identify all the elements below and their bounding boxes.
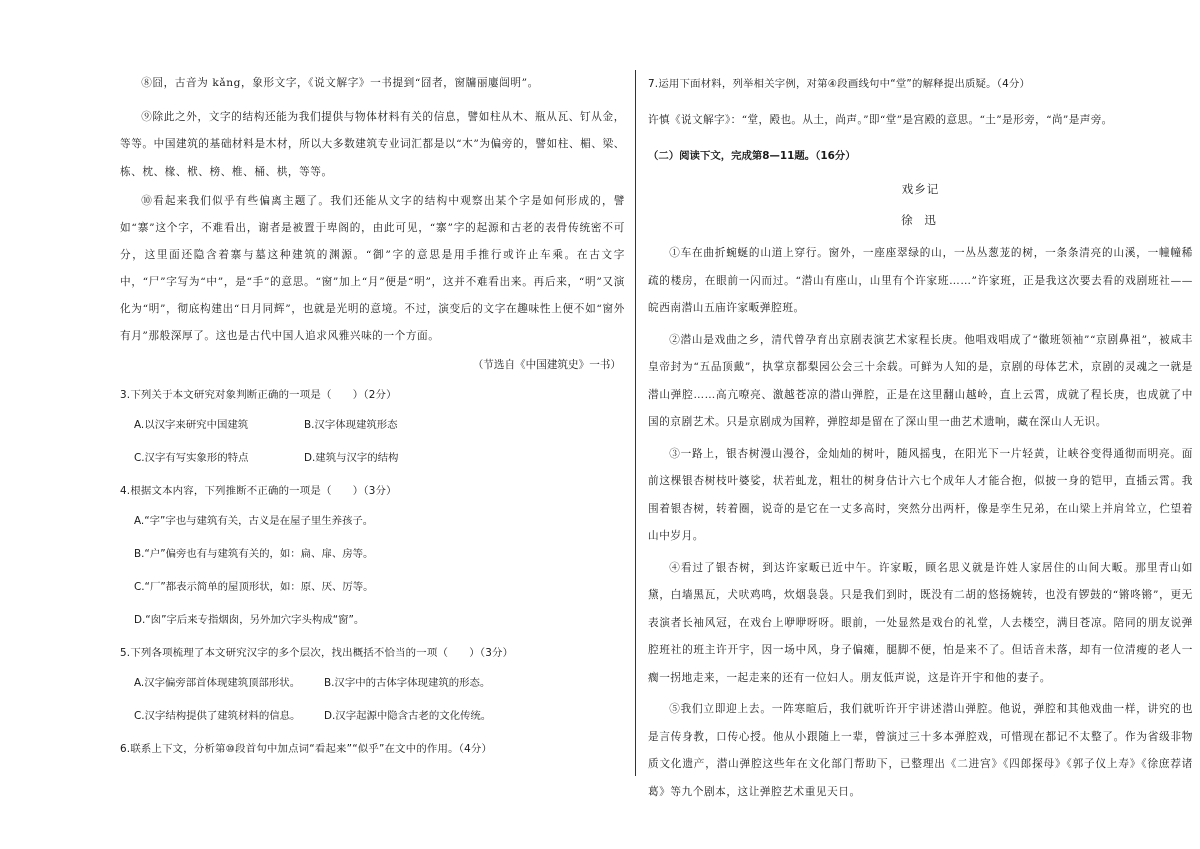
option-5a: A.汉字偏旁部首体现建筑顶部形状。 <box>134 677 301 689</box>
option-5d: D.汉字起源中隐含古老的文化传统。 <box>324 710 492 722</box>
option-4c: C.“厂”都表示简单的屋顶形状，如：原、厌、厉等。 <box>134 581 374 593</box>
article-paragraph-4: ④看过了银杏树，到达许家畈已近中午。许家畈，顾名思义就是许姓人家居住的山间大畈。那里青山如黛，白墙黑瓦，犬吠鸡鸣，炊烟袅袅。只是我们到时，既没有二胡的悠扬婉转，也没有锣鼓的“锵咚锵”，更无表演者长袖风冠，在戏台上咿咿呀呀。眼前，一处显然是戏台的礼堂，人去楼空，满目苍凉。陪同的朋友说弹腔班社的班主许开宇，因一场中风，身子偏瘫，腿脚不便，怕是来不了。但话音未落，却有一位清瘦的老人一瘸一拐地走来，一起走来的还有一位妇人。朋友低声说，这是许开宇和他的妻子。 <box>648 561 1193 684</box>
paragraph-9: ⑨除此之外，文字的结构还能为我们提供与物体材料有关的信息，譬如柱从木、瓶从瓦、钉从金，等等。中国建筑的基础材料是木材，所以大多数建筑专业词汇都是以“木”为偏旁的，譬如柱、楣、梁、栋、枕、椽、栿、榜、椎、桶、栱，等等。 <box>120 110 625 178</box>
question-3-options-row1 <box>120 417 625 433</box>
article-paragraph-1: ①车在曲折蜿蜒的山道上穿行。窗外，一座座翠绿的山，一丛丛葱茏的树，一条条清亮的山溪，一幢幢稀疏的楼房，在眼前一闪而过。“潜山有座山，山里有个许家班……”许家班，正是我这次要去看的戏剧班社——皖西南潜山五庙许家畈弹腔班。 <box>648 247 1193 314</box>
option-3c: C.汉字有写实象形的特点 <box>134 452 249 464</box>
article-paragraph-2: ②潜山是戏曲之乡，清代曾孕育出京剧表演艺术家程长庚。他唱戏唱成了“徽班领袖”“京剧鼻祖”，被咸丰皇帝封为“五品顶戴”，执掌京都梨园公会三十余载。可鲜为人知的是，京剧的母体艺术，京剧的灵魂之一就是潜山弹腔……高亢嘹亮、激越苍凉的潜山弹腔，正是在这里翻山越岭，直上云霄，成就了程长庚，也成就了中国的京剧艺术。只是京剧成为国粹，弹腔却是留在了深山里一曲艺术遗响，藏在深山人无识。 <box>648 333 1193 428</box>
question-7-quote: 许慎《说文解字》：“堂，殿也。从土，尚声。”即“堂”是宫殿的意思。“土”是形旁，“尚”是声旁。 <box>648 114 1113 126</box>
source-note: （节选自《中国建筑史》一书） <box>472 359 621 371</box>
question-3: 3.下列关于本文研究对象判断正确的一项是（ ）（2分） <box>120 389 397 401</box>
paragraph-10: ⑩看起来我们似乎有些偏离主题了。我们还能从文字的结构中观察出某个字是如何形成的，譬如“寨”这个字，不难看出，谢者是被置于卑阁的，由此可见，“寨”字的起源和古老的表骨传统密不可分，这里面还隐含着寨与墓这种建筑的渊源。“御”字的意思是用手推行或许止车乘。在古文字中，“尸”字写为“中”，是“手”的意思。“窗”加上“月”便是“明”，这并不难看出来。再后来，“明”又演化为“明”，彻底构建出“日月同辉”，也就是光明的意境。不过，演变后的文字在趣味性上便不如“窗外有月”那般深厚了。这也是古代中国人追求风雅兴味的一个方面。 <box>120 195 625 342</box>
option-4d: D.“囱”字后来专指烟囱，另外加穴字头构成“窗”。 <box>134 614 365 626</box>
question-4: 4.根据文本内容，下列推断不正确的一项是（ ）（3分） <box>120 485 397 497</box>
article-paragraph-5: ⑤我们立即迎上去。一阵寒暄后，我们就听许开宇讲述潜山弹腔。他说，弹腔和其他戏曲一样，讲究的也是言传身教，口传心授。他从小跟随上一辈，曾演过三十多本弹腔戏，可惜现在都记不太整了。作为省级非物质文化遗产，潜山弹腔这些年在文化部门帮助下，已整理出《二进宫》《四郎探母》《郭子仪上寿》《徐庶荐诸葛》等九个剧本，这让弹腔艺术重见天日。 <box>648 703 1193 798</box>
question-5: 5.下列各项梳理了本文研究汉字的多个层次，找出概括不恰当的一项（ ）（3分） <box>120 647 514 659</box>
left-column <box>120 70 625 757</box>
article-author: 徐 迅 <box>901 213 940 227</box>
paragraph-8: ⑧囧，古音为 kǎng，象形文字，《说文解字》一书提到“囧者，窗牖丽廔闿明”。 <box>141 77 539 89</box>
option-5b: B.汉字中的古体字体现建筑的形态。 <box>324 677 491 689</box>
article-title: 戏乡记 <box>901 182 940 196</box>
article-paragraph-3: ③一路上，银杏树漫山漫谷，金灿灿的树叶，随风摇曳，在阳光下一片轻黄，让峡谷变得通彻而明亮。面前这棵银杏树枝叶婆娑，状若虬龙，粗壮的树身估计六七个成年人才能合抱，似披一身的铠甲，直插云霄。我围着银杏树，转着圈，说奇的是它在一丈多高时，突然分出两杆，像是孪生兄弟，在山梁上并肩耸立，伫望着山中岁月。 <box>648 447 1193 542</box>
right-column <box>648 70 1193 806</box>
option-4b: B.“户”偏旁也有与建筑有关的，如：扁、扉、房等。 <box>134 548 374 560</box>
option-5c: C.汉字结构提供了建筑材料的信息。 <box>134 710 301 722</box>
section-2-heading: （二）阅读下文，完成第8—11题。（16分） <box>648 150 856 162</box>
question-3-options-row2 <box>120 450 625 466</box>
option-3d: D.建筑与汉字的结构 <box>304 452 399 464</box>
option-3b: B.汉字体现建筑形态 <box>304 419 398 431</box>
question-5-options-row1 <box>120 675 625 691</box>
question-7: 7.运用下面材料，列举相关字例，对第④段画线句中“堂”的解释提出质疑。（4分） <box>648 78 1031 90</box>
option-4a: A.“字”字也与建筑有关，古义是在屋子里生养孩子。 <box>134 515 374 527</box>
question-6: 6.联系上下文，分析第⑩段首句中加点词“看起来”“似乎”在文中的作用。（4分） <box>120 743 493 755</box>
column-divider <box>635 70 636 776</box>
option-3a: A.以汉字来研究中国建筑 <box>134 419 249 431</box>
question-5-options-row2 <box>120 708 625 724</box>
